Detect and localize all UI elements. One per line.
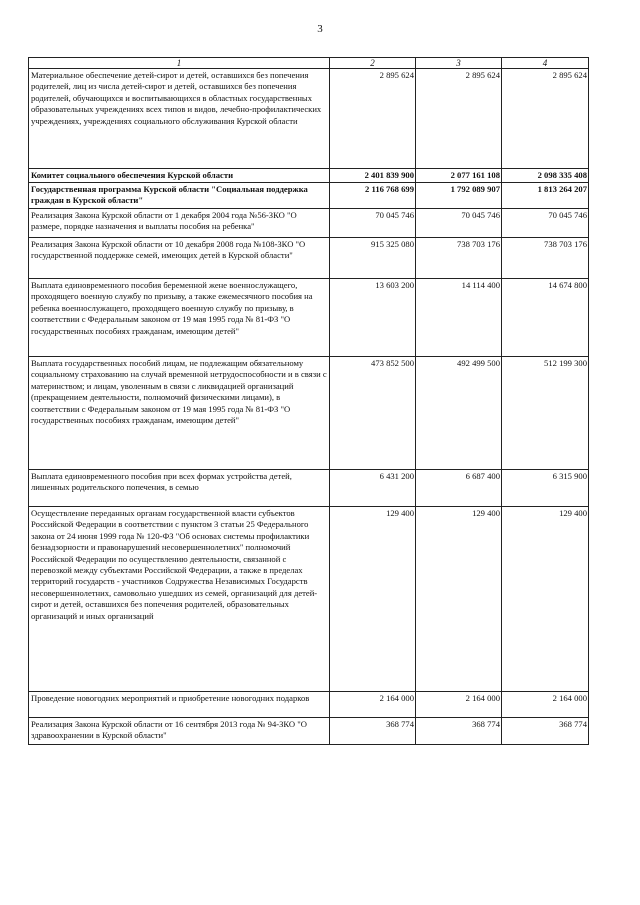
row-amount-col-4: 512 199 300 — [502, 357, 589, 470]
row-description: Реализация Закона Курской области от 16 сентября 2013 года № 94-ЗКО "О здравоохранении в Курской области" — [29, 718, 330, 745]
row-amount-col-2: 129 400 — [330, 507, 416, 692]
row-amount-col-4: 2 098 335 408 — [502, 169, 589, 183]
table-row — [29, 69, 589, 169]
row-amount-col-2: 6 431 200 — [330, 470, 416, 507]
row-description: Осуществление переданных органам государственной власти субъектов Российской Федерации в соответствии с пунктом 3 статьи 25 Федерального закона от 24 июня 1999 года № 120-ФЗ "Об основах системы профилактики безнадзорности и правонарушений несовершеннолетних" полномочий Российской Федерации по осуществлению деятельности, связанной с перевозкой между субъектами Российской Федерации, а также в пределах территорий государств - участников Содружества Независимых Государств несовершеннолетних, самовольно ушедших из семей, организаций для детей-сирот и детей, оставшихся без попечения родителей, образовательных организаций и иных организаций — [29, 507, 330, 692]
row-description: Комитет социального обеспечения Курской области — [29, 169, 330, 183]
column-number-1: 1 — [29, 58, 330, 69]
budget-table — [28, 57, 589, 745]
row-amount-col-3: 129 400 — [416, 507, 502, 692]
row-amount-col-2: 368 774 — [330, 718, 416, 745]
row-description: Государственная программа Курской области "Социальная поддержка граждан в Курской области" — [29, 183, 330, 209]
row-amount-col-3: 1 792 089 907 — [416, 183, 502, 209]
row-description: Выплата государственных пособий лицам, не подлежащим обязательному социальному страхованию на случай временной нетрудоспособности и в связи с материнством; и лицам, уволенным в связи с ликвидацией организаций (прекращением деятельности, полномочий физическими лицами), в соответствии с Федеральным законом от 19 мая 1995 года № 81-ФЗ "О государственных пособиях гражданам, имеющим детей" — [29, 357, 330, 470]
page-number: 3 — [317, 23, 323, 35]
row-description: Реализация Закона Курской области от 10 декабря 2008 года №108-ЗКО "О государственной поддержке семей, имеющих детей в Курской области" — [29, 238, 330, 279]
row-description: Проведение новогодних мероприятий и приобретение новогодних подарков — [29, 692, 330, 718]
row-amount-col-3: 2 164 000 — [416, 692, 502, 718]
column-number-2: 2 — [330, 58, 416, 69]
table-row — [29, 209, 589, 238]
row-amount-col-2: 473 852 500 — [330, 357, 416, 470]
table-header-row — [29, 58, 589, 69]
row-amount-col-4: 2 164 000 — [502, 692, 589, 718]
row-amount-col-3: 70 045 746 — [416, 209, 502, 238]
row-amount-col-2: 2 116 768 699 — [330, 183, 416, 209]
row-amount-col-3: 14 114 400 — [416, 279, 502, 357]
row-amount-col-4: 14 674 800 — [502, 279, 589, 357]
column-number-3: 3 — [416, 58, 502, 69]
row-amount-col-3: 738 703 176 — [416, 238, 502, 279]
column-number-4: 4 — [502, 58, 589, 69]
row-amount-col-2: 2 401 839 900 — [330, 169, 416, 183]
row-description: Выплата единовременного пособия беременной жене военнослужащего, проходящего военную службу по призыву, а также ежемесячного пособия на ребенка военнослужащего, проходящего военную службу по призыву, в соответствии с Федеральным законом от 19 мая 1995 года № 81-ФЗ "О государственных пособиях гражданам, имеющим детей" — [29, 279, 330, 357]
row-amount-col-2: 70 045 746 — [330, 209, 416, 238]
table-row — [29, 470, 589, 507]
row-amount-col-2: 915 325 080 — [330, 238, 416, 279]
table-row — [29, 238, 589, 279]
row-amount-col-4: 6 315 900 — [502, 470, 589, 507]
row-amount-col-2: 2 895 624 — [330, 69, 416, 169]
row-amount-col-4: 129 400 — [502, 507, 589, 692]
table-row — [29, 507, 589, 692]
row-amount-col-3: 2 895 624 — [416, 69, 502, 169]
row-amount-col-4: 368 774 — [502, 718, 589, 745]
row-amount-col-4: 738 703 176 — [502, 238, 589, 279]
table-row — [29, 169, 589, 183]
row-amount-col-3: 6 687 400 — [416, 470, 502, 507]
row-amount-col-3: 2 077 161 108 — [416, 169, 502, 183]
row-description: Выплата единовременного пособия при всех формах устройства детей, лишенных родительского попечения, в семью — [29, 470, 330, 507]
table-row — [29, 357, 589, 470]
row-amount-col-3: 368 774 — [416, 718, 502, 745]
row-amount-col-2: 13 603 200 — [330, 279, 416, 357]
table-row — [29, 183, 589, 209]
row-amount-col-2: 2 164 000 — [330, 692, 416, 718]
table-row — [29, 692, 589, 718]
row-amount-col-4: 2 895 624 — [502, 69, 589, 169]
row-amount-col-4: 70 045 746 — [502, 209, 589, 238]
row-description: Материальное обеспечение детей-сирот и детей, оставшихся без попечения родителей, лиц из числа детей-сирот и детей, оставшихся без попечения родителей, обучающихся и воспитывающихся в областных государственных образовательных учреждениях всех типов и видов, лечебно-профилактических учреждениях, учреждениях социального обслуживания Курской области — [29, 69, 330, 169]
table-row — [29, 718, 589, 745]
row-amount-col-4: 1 813 264 207 — [502, 183, 589, 209]
row-description: Реализация Закона Курской области от 1 декабря 2004 года №56-ЗКО "О размере, порядке назначения и выплаты пособия на ребенка" — [29, 209, 330, 238]
table-row — [29, 279, 589, 357]
row-amount-col-3: 492 499 500 — [416, 357, 502, 470]
